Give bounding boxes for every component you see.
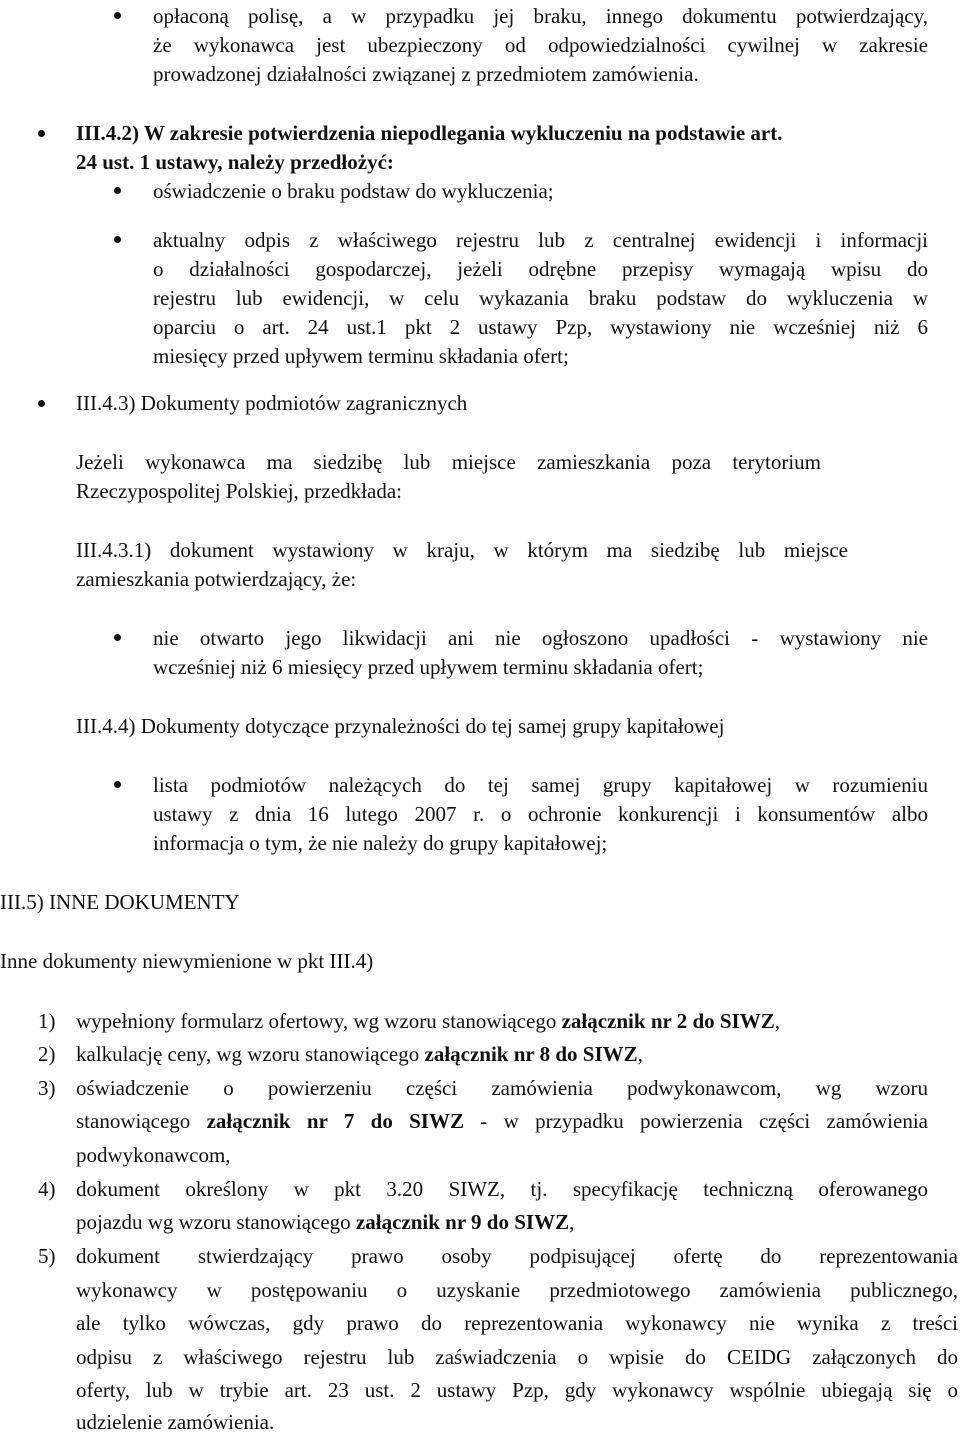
list-number: 2) bbox=[38, 1042, 56, 1066]
list-item-line: ustawy z dnia 16 lutego 2007 r. o ochronie konkurencji i konsumentów albo bbox=[153, 802, 928, 826]
list-item bbox=[76, 1011, 780, 1032]
bullet-icon bbox=[114, 634, 121, 641]
attachment-ref: załącznik nr 7 do SIWZ bbox=[206, 1109, 464, 1133]
section-heading: III.4.4) Dokumenty dotyczące przynależności do tej samej grupy kapitałowej bbox=[76, 714, 725, 738]
text-line: że wykonawca jest ubezpieczony od odpowiedzialności cywilnej w zakresie bbox=[153, 33, 928, 57]
list-item-line bbox=[76, 1212, 574, 1233]
list-item-line: wykonawcy w postępowaniu o uzyskanie przedmiotowego zamówienia publicznego, bbox=[76, 1278, 958, 1302]
list-item-line: lista podmiotów należących do tej samej grupy kapitałowej w rozumieniu bbox=[153, 773, 928, 797]
paragraph-line: Jeżeli wykonawca ma siedzibę lub miejsce zamieszkania poza terytorium bbox=[76, 450, 821, 474]
attachment-ref: załącznik nr 8 do SIWZ bbox=[424, 1042, 638, 1066]
list-item-line: informacja o tym, że nie należy do grupy kapitałowej; bbox=[153, 831, 608, 855]
list-item-text: pojazdu wg wzoru stanowiącego bbox=[76, 1210, 356, 1234]
bullet-icon bbox=[114, 187, 121, 194]
list-item bbox=[76, 1044, 643, 1065]
list-item-line: oparciu o art. 24 ust.1 pkt 2 ustawy Pzp, wystawiony nie wcześniej niż 6 bbox=[153, 315, 928, 339]
text-line: opłaconą polisę, a w przypadku jej braku, innego dokumentu potwierdzający, bbox=[153, 4, 928, 28]
section-heading-cont: 24 ust. 1 ustawy, należy przedłożyć: bbox=[76, 150, 394, 174]
list-item-line bbox=[76, 1111, 928, 1132]
section-heading: III.4.2) W zakresie potwierdzenia niepodlegania wykluczeniu na podstawie art. bbox=[76, 121, 783, 145]
list-item-line: miesięcy przed upływem terminu składania ofert; bbox=[153, 344, 569, 368]
paragraph-line: Rzeczypospolitej Polskiej, przedkłada: bbox=[76, 479, 402, 503]
bullet-icon bbox=[114, 236, 121, 243]
list-item-text: , bbox=[774, 1009, 780, 1033]
attachment-ref: załącznik nr 2 do SIWZ bbox=[561, 1009, 775, 1033]
list-item-line: udzielenie zamówienia. bbox=[76, 1410, 275, 1434]
bullet-icon bbox=[114, 781, 121, 788]
paragraph-line: III.4.3.1) dokument wystawiony w kraju, w którym ma siedzibę lub miejsce bbox=[76, 538, 848, 562]
list-number: 1) bbox=[38, 1009, 56, 1033]
list-item-line: aktualny odpis z właściwego rejestru lub z centralnej ewidencji i informacji bbox=[153, 228, 928, 252]
list-item-line: dokument stwierdzający prawo osoby podpisującej ofertę do reprezentowania bbox=[76, 1244, 958, 1268]
list-item-line: ale tylko wówczas, gdy prawo do reprezentowania wykonawcy nie wynika z treści bbox=[76, 1311, 958, 1335]
list-item-line: wcześniej niż 6 miesięcy przed upływem terminu składania ofert; bbox=[153, 655, 704, 679]
list-item-line: podwykonawcom, bbox=[76, 1143, 231, 1167]
list-number: 5) bbox=[38, 1244, 56, 1268]
list-number: 4) bbox=[38, 1177, 56, 1201]
list-item-text: , bbox=[637, 1042, 643, 1066]
list-item-text: - w przypadku powierzenia części zamówienia bbox=[464, 1109, 928, 1133]
bullet-icon bbox=[114, 12, 121, 19]
list-item-line: dokument określony w pkt 3.20 SIWZ, tj. specyfikację techniczną oferowanego bbox=[76, 1177, 928, 1201]
bullet-icon bbox=[38, 400, 45, 407]
list-item-text: kalkulację ceny, wg wzoru stanowiącego bbox=[76, 1042, 425, 1066]
list-item-text: wypełniony formularz ofertowy, wg wzoru stanowiącego bbox=[76, 1009, 562, 1033]
paragraph-line: zamieszkania potwierdzający, że: bbox=[76, 567, 357, 591]
list-number: 3) bbox=[38, 1076, 56, 1100]
list-item-text: stanowiącego bbox=[76, 1109, 207, 1133]
section-heading: III.5) INNE DOKUMENTY bbox=[0, 890, 240, 914]
list-item: oświadczenie o braku podstaw do wykluczenia; bbox=[153, 179, 554, 203]
list-item-line: o działalności gospodarczej, jeżeli odrębne przepisy wymagają wpisu do bbox=[153, 257, 928, 281]
text-line: prowadzonej działalności związanej z przedmiotem zamówienia. bbox=[153, 62, 699, 86]
list-item-text: , bbox=[569, 1210, 575, 1234]
attachment-ref: załącznik nr 9 do SIWZ bbox=[355, 1210, 570, 1234]
list-item-line: rejestru lub ewidencji, w celu wykazania braku podstaw do wykluczenia w bbox=[153, 286, 928, 310]
section-heading: III.4.3) Dokumenty podmiotów zagranicznych bbox=[76, 391, 468, 415]
list-item-line: odpisu z właściwego rejestru lub zaświadczenia o wpisie do CEIDG załączonych do bbox=[76, 1345, 958, 1369]
paragraph-line: Inne dokumenty niewymienione w pkt III.4) bbox=[0, 949, 374, 973]
list-item-line: oferty, lub w trybie art. 23 ust. 2 ustawy Pzp, gdy wykonawcy wspólnie ubiegają się o bbox=[76, 1378, 958, 1402]
list-item-line: oświadczenie o powierzeniu części zamówienia podwykonawcom, wg wzoru bbox=[76, 1076, 928, 1100]
list-item-line: nie otwarto jego likwidacji ani nie ogłoszono upadłości - wystawiony nie bbox=[153, 626, 928, 650]
bullet-icon bbox=[38, 130, 45, 137]
